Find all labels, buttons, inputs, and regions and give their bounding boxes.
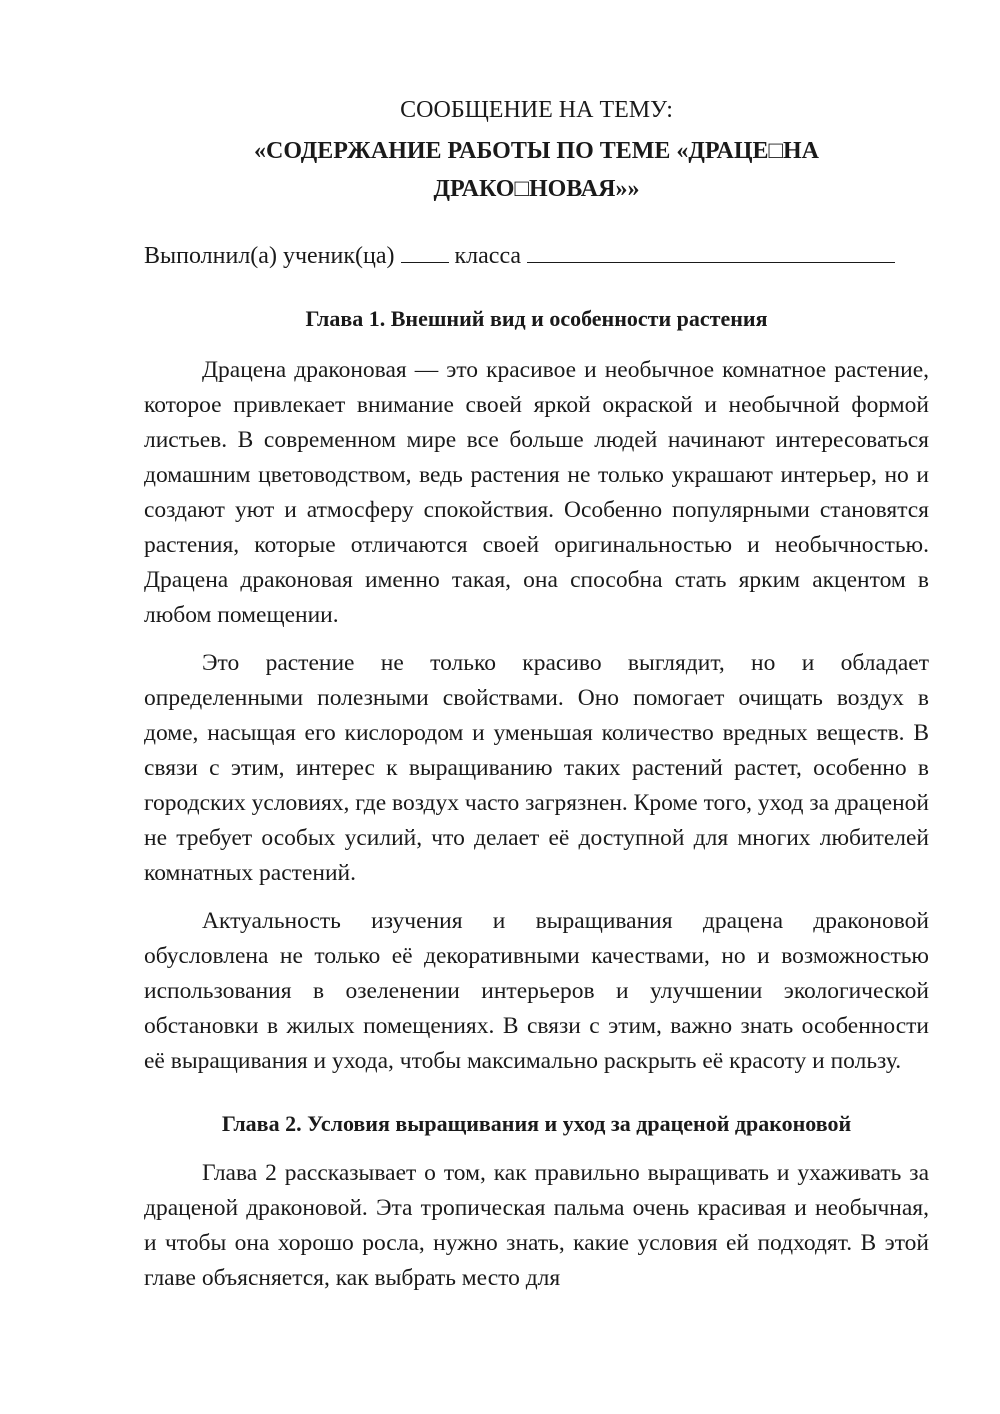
author-class-label: класса	[454, 243, 522, 269]
chapter-1-paragraph: Драцена драконовая — это красивое и необычное комнатное растение, которое привлекает внимание своей яркой окраской и необычной формой листьев. В современном мире все больше людей начинают интересоваться домашним цветоводством, ведь растения не только украшают интерьер, но и создают уют и атмосферу спокойствия. Особенно популярными становятся растения, которые отличаются своей оригинальностью и необычностью. Драцена драконовая именно такая, она способна стать ярким акцентом в любом помещении.	[144, 357, 929, 628]
author-line	[144, 238, 929, 274]
chapter-2-paragraph: Глава 2 рассказывает о том, как правильно выращивать и ухаживать за драценой драконовой. Эта тропическая пальма очень красивая и необычная, и чтобы она хорошо росла, нужно знать, какие условия ей подходят. В этой главе объясняется, как выбрать место для	[144, 1160, 929, 1291]
grade-blank	[401, 240, 449, 263]
chapter-1-paragraph: Это растение не только красиво выглядит, но и обладает определенными полезными свойствами. Оно помогает очищать воздух в доме, насыщая его кислородом и уменьшая количество вредных веществ. В связи с этим, интерес к выращиванию таких растений растет, особенно в городских условиях, где воздух часто загрязнен. Кроме того, уход за драценой не требует особых усилий, что делает её доступной для многих любителей комнатных растений.	[144, 650, 929, 886]
chapter-1-heading: Глава 1. Внешний вид и особенности растения	[305, 306, 768, 331]
chapter-2-heading: Глава 2. Условия выращивания и уход за драценой драконовой	[221, 1111, 852, 1136]
author-prefix: Выполнил(а) ученик(ца)	[144, 243, 395, 269]
document-heading: СООБЩЕНИЕ НА ТЕМУ:	[400, 97, 673, 123]
document-topic-line-1: «СОДЕРЖАНИЕ РАБОТЫ ПО ТЕМЕ «ДРАЦЕ□НА	[253, 138, 820, 164]
document-page	[144, 88, 929, 1309]
chapter-1-paragraph: Актуальность изучения и выращивания драцена драконовой обусловлена не только её декоративными качествами, но и возможностью использования в озеленении интерьеров и улучшении экологической обстановки в жилых помещениях. В связи с этим, важно знать особенности её выращивания и ухода, чтобы максимально раскрыть её красоту и пользу.	[144, 908, 929, 1074]
name-blank	[527, 240, 895, 263]
document-topic-line-2: ДРАКО□НОВАЯ»»	[433, 176, 640, 202]
